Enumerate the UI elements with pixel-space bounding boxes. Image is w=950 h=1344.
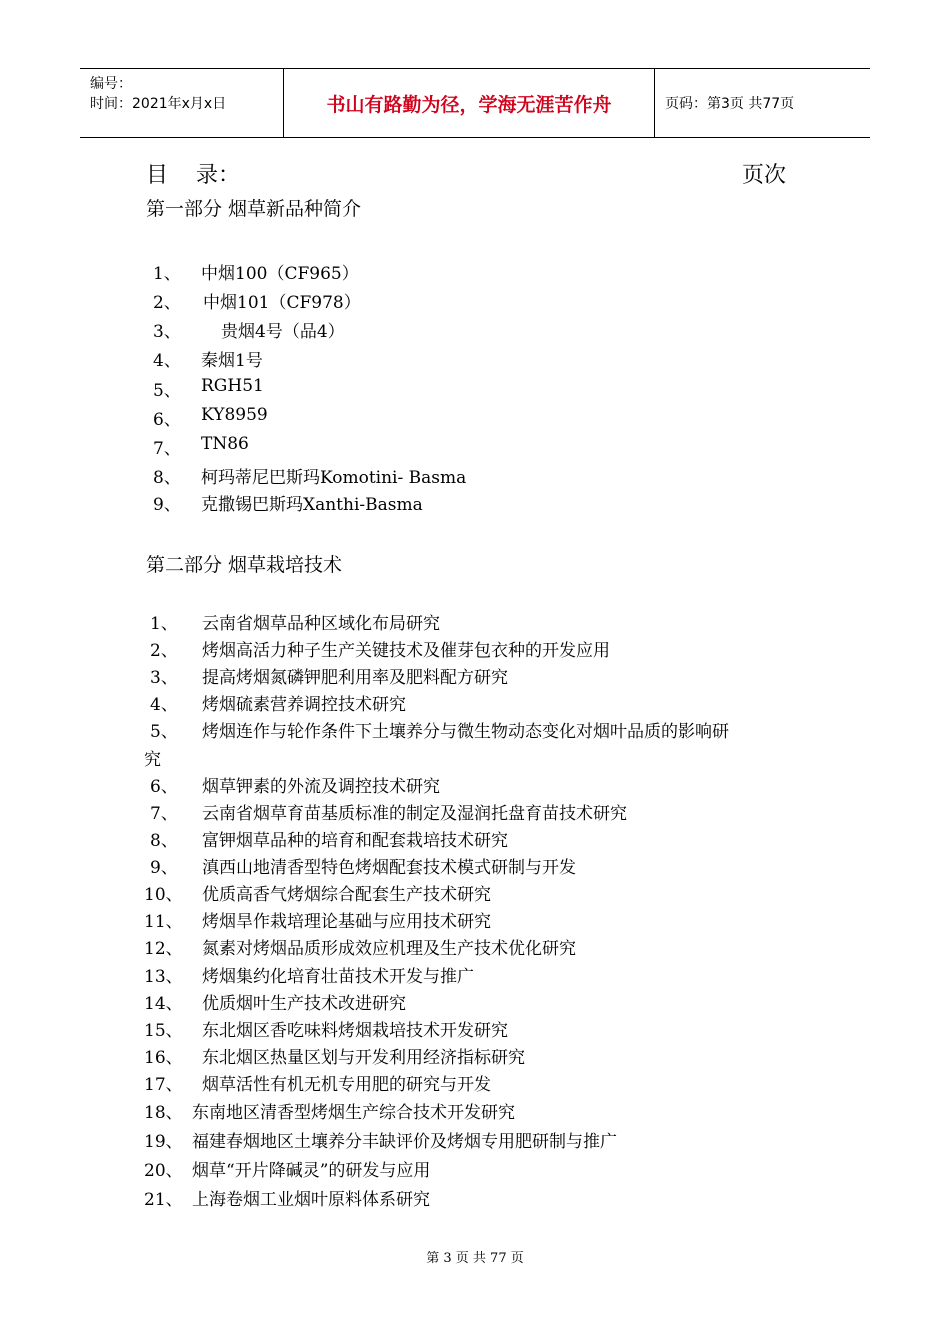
list-item-continuation [144,745,244,769]
item-number: 4、 [153,351,181,371]
item-number: 20、 [144,1161,183,1181]
time-label: 时间：2021年x月x日 [90,96,227,112]
item-text: 究 [144,750,161,770]
list-item [153,490,653,514]
list-item [150,663,830,687]
code-label: 编号： [90,76,132,92]
item-text: 柯玛蒂尼巴斯玛Komotini- Basma [201,468,467,488]
item-text: 克撒锡巴斯玛Xanthi-Basma [201,495,423,515]
header-left-cell [80,69,283,137]
item-text: 烟草活性有机无机专用肥的研究与开发 [202,1075,491,1095]
item-text: RGH51 [201,376,264,396]
item-text: 秦烟1号 [201,351,263,371]
item-number: 1、 [150,614,178,634]
list-item [153,259,653,283]
list-item [150,609,830,633]
item-number: 2、 [153,293,181,313]
item-text: 滇西山地清香型特色烤烟配套技术模式研制与开发 [202,858,576,878]
item-text: 东北烟区热量区划与开发利用经济指标研究 [202,1048,525,1068]
item-number: 18、 [144,1103,183,1123]
item-number: 4、 [150,695,178,715]
list-item [144,1185,824,1209]
item-number: 5、 [150,722,178,742]
list-item [153,317,653,341]
item-number: 21、 [144,1190,183,1210]
list-item [153,376,653,400]
item-text: 优质烟叶生产技术改进研究 [202,994,406,1014]
item-number: 7、 [153,439,181,459]
list-item [150,799,830,823]
item-number: 19、 [144,1132,183,1152]
list-item [153,434,653,458]
item-number: 3、 [153,322,181,342]
item-text: 东北烟区香吃味料烤烟栽培技术开发研究 [202,1021,508,1041]
list-item [150,636,830,660]
list-item [144,1043,824,1067]
item-text: 烟草“开片降碱灵”的研发与应用 [192,1161,431,1181]
part2-title: 第二部分 烟草栽培技术 [146,554,343,576]
item-number: 15、 [144,1021,183,1041]
list-item [144,989,824,1013]
document-header [80,68,870,138]
item-text: 烟草钾素的外流及调控技术研究 [202,777,440,797]
list-item [150,826,830,850]
header-motto: 书山有路勤为径，学海无涯苦作舟 [326,93,612,116]
item-text: 中烟101（CF978） [203,293,361,313]
item-text: 上海卷烟工业烟叶原料体系研究 [192,1190,430,1210]
list-item [153,288,653,312]
item-number: 9、 [150,858,178,878]
item-number: 8、 [150,831,178,851]
list-item [150,717,830,741]
list-item [150,853,830,877]
toc-page-label: 页次 [742,163,787,188]
item-number: 2、 [150,641,178,661]
list-item [153,346,653,370]
list-item [144,1127,824,1151]
item-text: 东南地区清香型烤烟生产综合技术开发研究 [192,1103,515,1123]
list-item [153,405,653,429]
list-item [150,690,830,714]
list-item [153,463,653,487]
item-text: 优质高香气烤烟综合配套生产技术研究 [202,885,491,905]
item-number: 12、 [144,939,183,959]
list-item [144,880,824,904]
header-page-info: 页码：第3页 共77页 [665,96,795,112]
item-text: 中烟100（CF965） [201,264,359,284]
item-number: 6、 [150,777,178,797]
list-item [144,934,824,958]
header-divider [654,69,655,137]
list-item [144,1098,824,1122]
item-number: 16、 [144,1048,183,1068]
list-item [144,1070,824,1094]
item-text: 烤烟连作与轮作条件下土壤养分与微生物动态变化对烟叶品质的影响研 [202,722,729,742]
page-footer: 第 3 页 共 77 页 [426,1251,524,1266]
item-number: 7、 [150,804,178,824]
item-number: 1、 [153,264,181,284]
item-text: 贵烟4号（品4） [221,322,345,342]
item-text: 烤烟高活力种子生产关键技术及催芽包衣种的开发应用 [202,641,610,661]
list-item [144,962,824,986]
part1-title: 第一部分 烟草新品种简介 [146,198,362,220]
item-number: 17、 [144,1075,183,1095]
list-item [144,907,824,931]
item-number: 5、 [153,381,181,401]
item-number: 13、 [144,967,183,987]
item-number: 6、 [153,410,181,430]
item-text: 云南省烟草品种区域化布局研究 [202,614,440,634]
item-text: 提高烤烟氮磷钾肥利用率及肥料配方研究 [202,668,508,688]
item-text: KY8959 [201,405,268,425]
item-text: 烤烟硫素营养调控技术研究 [202,695,406,715]
toc-title: 目 录： [146,163,240,188]
item-number: 10、 [144,885,183,905]
item-text: 烤烟旱作栽培理论基础与应用技术研究 [202,912,491,932]
item-number: 14、 [144,994,183,1014]
item-text: 富钾烟草品种的培育和配套栽培技术研究 [202,831,508,851]
item-text: 云南省烟草育苗基质标准的制定及湿润托盘育苗技术研究 [202,804,627,824]
item-number: 9、 [153,495,181,515]
item-text: 氮素对烤烟品质形成效应机理及生产技术优化研究 [202,939,576,959]
list-item [144,1016,824,1040]
item-text: 烤烟集约化培育壮苗技术开发与推广 [202,967,474,987]
item-number: 11、 [144,912,183,932]
list-item [150,772,830,796]
list-item [144,1156,824,1180]
item-text: 福建春烟地区土壤养分丰缺评价及烤烟专用肥研制与推广 [192,1132,617,1152]
item-text: TN86 [201,434,249,454]
item-number: 8、 [153,468,181,488]
item-number: 3、 [150,668,178,688]
